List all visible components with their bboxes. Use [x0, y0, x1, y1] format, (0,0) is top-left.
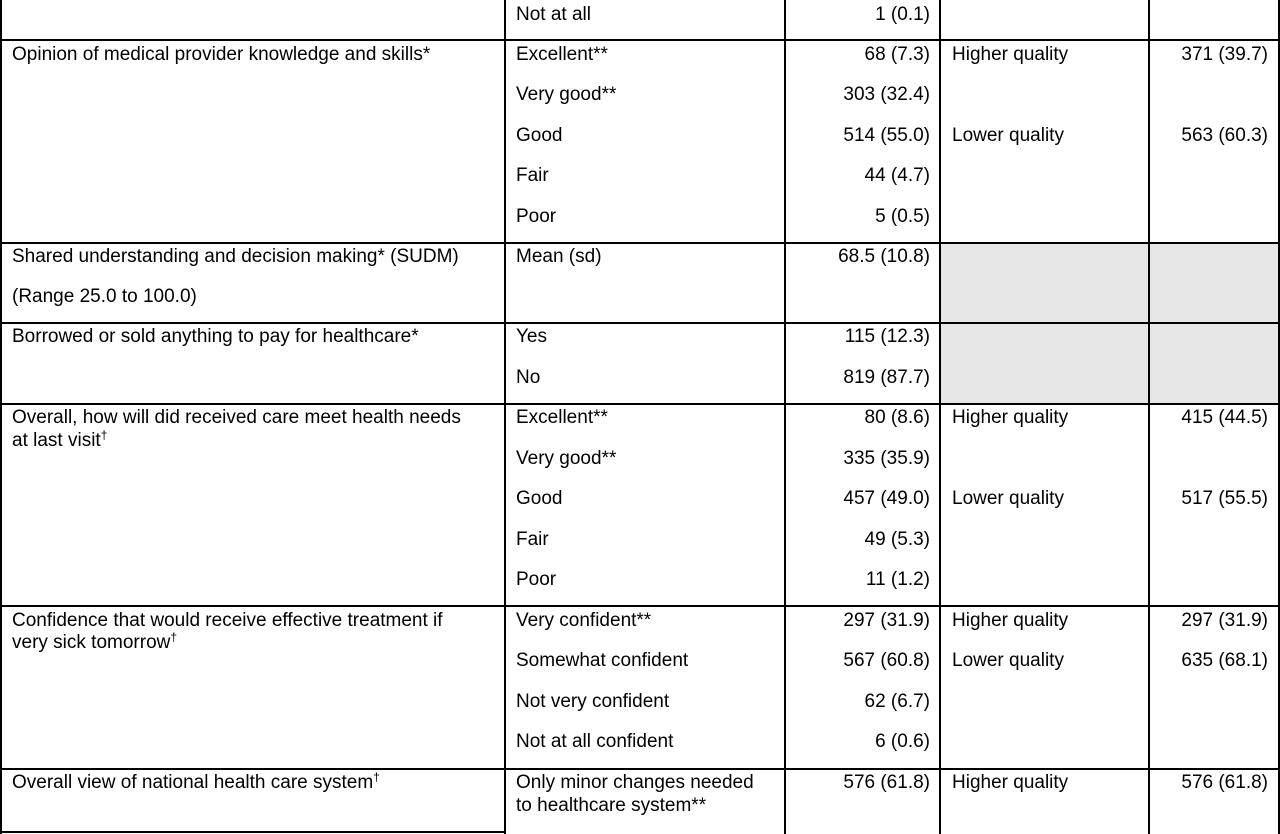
level-label: Somewhat confident [516, 650, 689, 671]
count-value: 567 (60.8) [843, 650, 930, 671]
count-value: 62 (6.7) [864, 691, 930, 712]
count-value: 11 (1.2) [865, 569, 930, 590]
quality-value: 517 (55.5) [1181, 488, 1268, 509]
level-label: Poor [516, 206, 557, 227]
quality-value: 563 (60.3) [1181, 125, 1268, 146]
quality-value: 297 (31.9) [1181, 610, 1268, 631]
quality-value: 415 (44.5) [1181, 407, 1268, 428]
count-value: 457 (49.0) [843, 488, 930, 509]
variable-range: (Range 25.0 to 100.0) [12, 286, 197, 307]
variable-label: Borrowed or sold anything to pay for healthcare* [12, 326, 419, 347]
variable-label-line2: very sick tomorrow† [12, 630, 178, 653]
quality-value: 576 (61.8) [1181, 772, 1268, 793]
count-value: 576 (61.8) [843, 772, 930, 793]
count-value: 68 (7.3) [864, 44, 930, 65]
level-label: Not very confident [516, 691, 670, 712]
level-label: Very good** [516, 448, 617, 469]
shaded-cell [941, 324, 1279, 403]
count-value: 115 (12.3) [844, 326, 930, 347]
footnote-mark: † [170, 630, 178, 644]
count-value: 335 (35.9) [843, 448, 930, 469]
level-label: Only minor changes needed [516, 772, 754, 793]
count-value: 819 (87.7) [843, 367, 930, 388]
row-border [0, 242, 1280, 244]
quality-label: Higher quality [952, 772, 1069, 793]
column-border [1148, 0, 1150, 834]
level-label: Very good** [516, 84, 617, 105]
count-value: 80 (8.6) [864, 407, 930, 428]
level-label: Good [516, 488, 563, 509]
count-value: 303 (32.4) [843, 84, 930, 105]
variable-label: Overall view of national health care system† [12, 770, 380, 793]
count-value: 514 (55.0) [843, 125, 930, 146]
count-value: 297 (31.9) [843, 610, 930, 631]
row-border [0, 322, 1280, 324]
level-label: Excellent** [516, 44, 608, 65]
level-label: Yes [516, 326, 547, 347]
count-value: 1 (0.1) [875, 4, 930, 25]
quality-label: Higher quality [952, 407, 1069, 428]
level-label: Poor [516, 569, 557, 590]
quality-label: Higher quality [952, 610, 1069, 631]
level-label: Excellent** [516, 407, 608, 428]
quality-label: Lower quality [952, 650, 1064, 671]
column-border [784, 0, 786, 834]
row-border [0, 768, 1280, 770]
shaded-cell [941, 243, 1279, 322]
variable-label: Opinion of medical provider knowledge and skills* [12, 44, 431, 65]
variable-label: Confidence that would receive effective treatment if [12, 610, 443, 631]
count-value: 44 (4.7) [864, 165, 930, 186]
variable-label-line2: at last visit† [12, 428, 108, 451]
count-value: 68.5 (10.8) [838, 246, 930, 267]
count-value: 49 (5.3) [864, 529, 930, 550]
variable-label: Overall, how will did received care meet health needs [12, 407, 461, 428]
level-label: Not at all confident [516, 731, 674, 752]
row-border [0, 39, 1280, 41]
quality-label: Lower quality [952, 125, 1064, 146]
quality-value: 635 (68.1) [1181, 650, 1268, 671]
column-border [0, 0, 2, 834]
level-label: Not at all [516, 4, 591, 25]
footnote-mark: † [100, 428, 108, 442]
row-border [0, 605, 1280, 607]
footnote-mark: † [373, 770, 380, 784]
level-label-line2: to healthcare system** [516, 795, 707, 816]
row-border [0, 831, 506, 833]
level-label: Mean (sd) [516, 246, 602, 267]
level-label: Fair [516, 165, 549, 186]
count-value: 6 (0.6) [875, 731, 930, 752]
quality-label: Lower quality [952, 488, 1064, 509]
level-label: No [516, 367, 541, 388]
column-border [939, 0, 941, 834]
level-label: Fair [516, 529, 549, 550]
quality-label: Higher quality [952, 44, 1069, 65]
column-border [504, 0, 506, 834]
quality-value: 371 (39.7) [1181, 44, 1268, 65]
level-label: Good [516, 125, 563, 146]
count-value: 5 (0.5) [875, 206, 930, 227]
row-border [0, 403, 1280, 405]
level-label: Very confident** [516, 610, 652, 631]
variable-label: Shared understanding and decision making* (SUDM) [12, 246, 459, 267]
